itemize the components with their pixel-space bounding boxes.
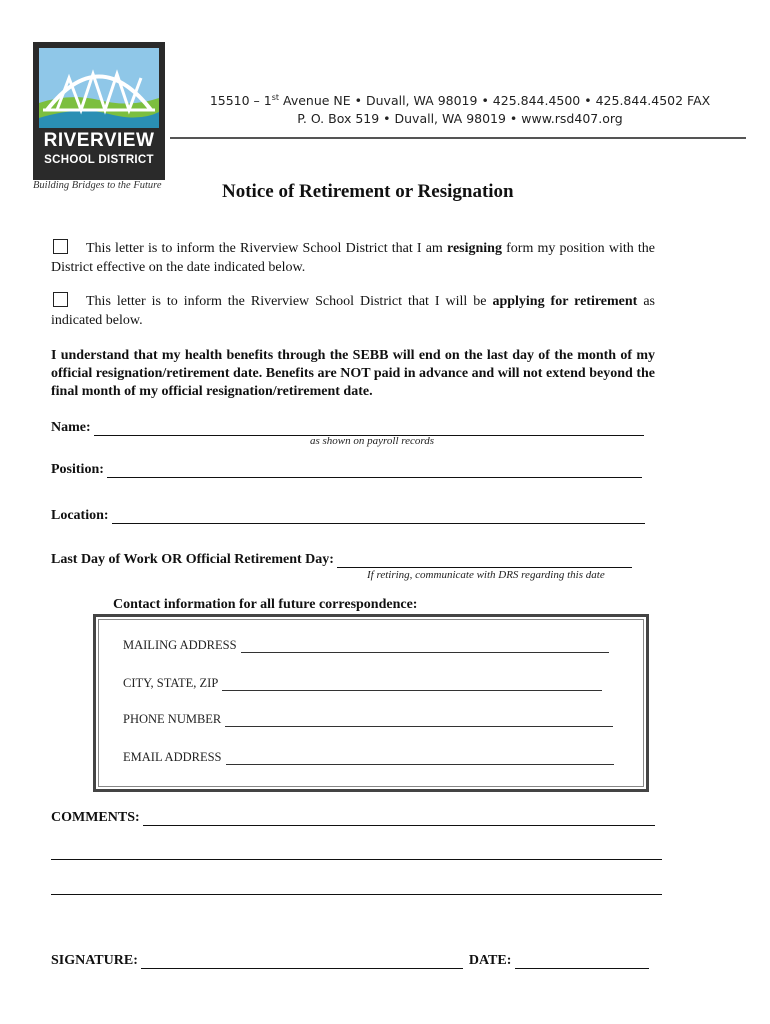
option1-text-end: form my position with the District effective on the date indicated below. [51,241,655,275]
position-field [51,462,642,478]
comments-input-line-1[interactable] [143,811,655,826]
name-note: as shown on payroll records [310,435,435,447]
benefits-notice: I understand that my health benefits through the SEBB will end on the last day of the month of my official resignation/retirement date. Benefits are NOT paid in advance and will not extend beyond the final month of my official resignation/retirement date. [51,348,655,399]
last-day-label: Last Day of Work OR Official Retirement Day: [51,552,334,567]
email-address-field [123,750,614,765]
address-street-rest: Avenue NE • Duvall, WA 98019 • 425.844.4500 • 425.844.4502 FAX [279,93,711,109]
mailing-label: MAILING ADDRESS [123,638,237,652]
phone-label: PHONE NUMBER [123,712,222,726]
option1-bold: resigning [446,241,502,256]
email-input-line[interactable] [226,753,614,765]
address-ordinal: st [271,93,280,102]
contact-title: Contact information for all future correspondence: [113,597,418,612]
city-input-line[interactable] [222,679,602,691]
phone-input-line[interactable] [225,715,613,727]
city-state-zip-field [123,676,602,691]
last-day-note: If retiring, communicate with DRS regarding this date [367,569,605,581]
district-logo [33,42,165,180]
name-label: Name: [51,420,91,435]
city-label: CITY, STATE, ZIP [123,676,219,690]
signature-label: SIGNATURE: [51,953,138,968]
header-divider [170,137,746,139]
logo-tagline: Building Bridges to the Future [33,180,162,191]
phone-number-field [123,712,613,727]
mailing-input-line[interactable] [241,641,609,653]
retirement-checkbox[interactable] [53,292,68,307]
option-retirement [51,292,655,330]
last-day-field [51,552,632,568]
signature-field [51,953,649,969]
location-input-line[interactable] [112,509,645,524]
signature-input-line[interactable] [141,954,463,969]
location-field [51,508,645,524]
document-title: Notice of Retirement or Resignation [222,181,514,202]
location-label: Location: [51,508,109,523]
date-input-line[interactable] [515,954,649,969]
option1-text: This letter is to inform the Riverview School District that I am [86,241,447,256]
position-label: Position: [51,462,104,477]
address-line-2: P. O. Box 519 • Duvall, WA 98019 • www.rsd407.org [297,111,623,126]
logo-name-line1: RIVERVIEW [43,130,155,151]
position-input-line[interactable] [107,463,642,478]
resigning-checkbox[interactable] [53,239,68,254]
date-label: DATE: [468,953,512,968]
address-line-1 [170,93,750,108]
name-input-line[interactable] [94,421,644,436]
option2-text: This letter is to inform the Riverview School District that I will be [86,294,493,309]
comments-field [51,810,655,826]
logo-name-line2: SCHOOL DISTRICT [44,154,154,166]
option-resigning [51,239,655,277]
bridge-logo-art [39,48,159,128]
option2-text-end: as indicated below. [51,294,655,328]
last-day-input-line[interactable] [337,553,632,568]
name-field [51,420,644,436]
email-label: EMAIL ADDRESS [123,750,222,764]
option2-bold: applying for retirement [492,294,638,309]
address-street-number: 15510 – 1 [209,93,272,109]
mailing-address-field [123,638,609,653]
comments-label: COMMENTS: [51,810,140,825]
comments-input-line-3[interactable] [51,894,662,895]
comments-input-line-2[interactable] [51,859,662,860]
